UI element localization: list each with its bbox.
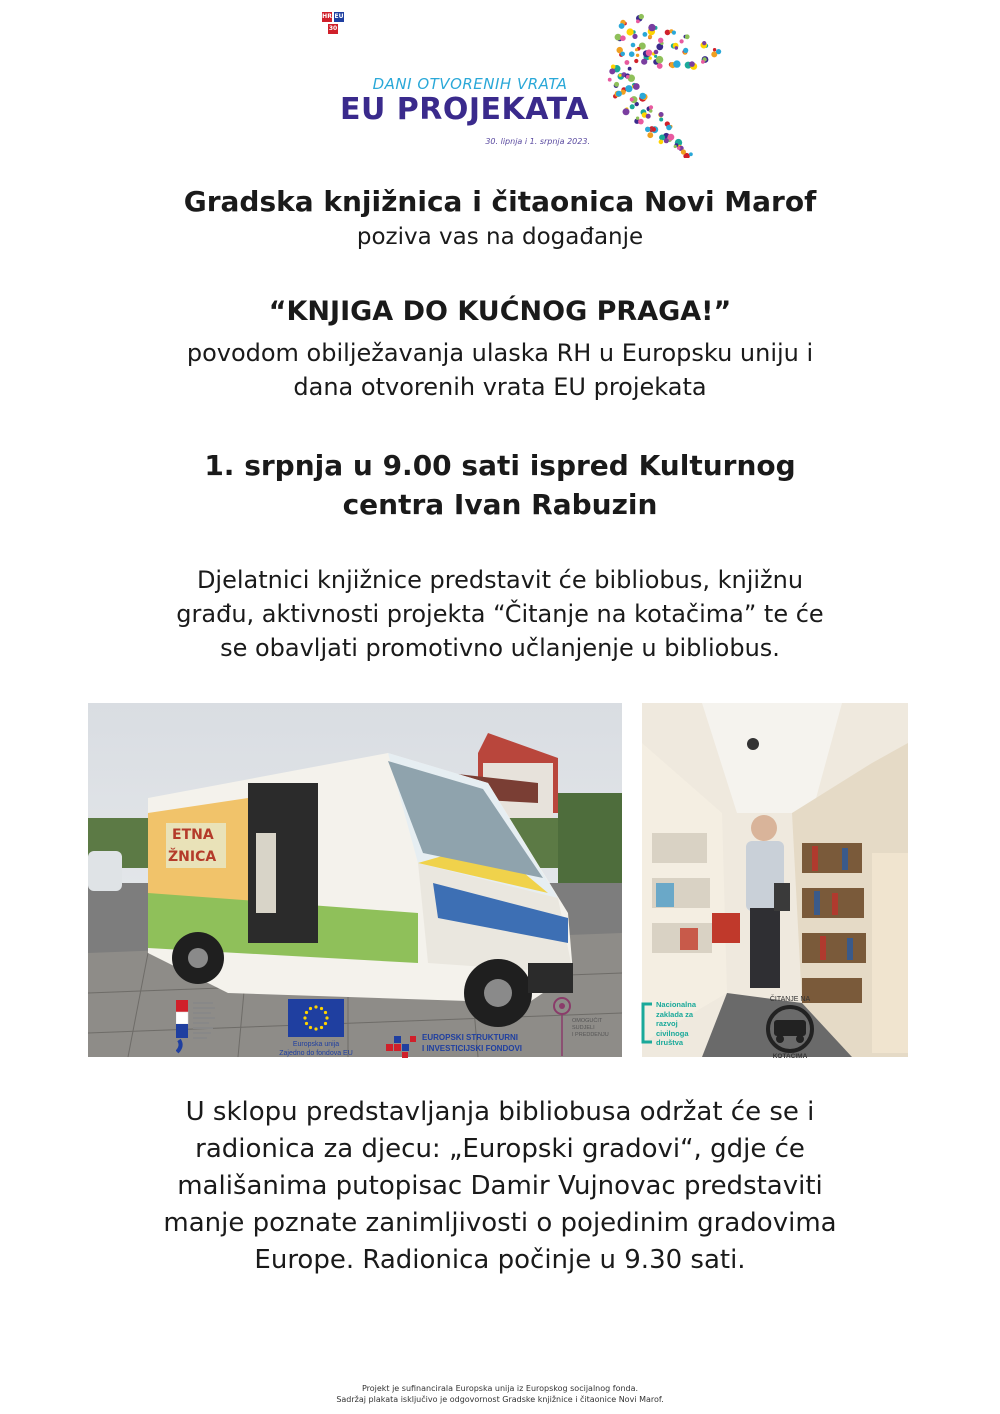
- disclaimer-line: Projekt je sufinancirala Europska unija iz Europskog socijalnog fonda.: [361, 1384, 639, 1393]
- event-occasion-line-1: povodom obilježavanja ulaska RH u Europsku uniju i: [186, 339, 814, 367]
- map-dot: [636, 54, 639, 57]
- map-dot: [649, 56, 652, 59]
- map-dot: [635, 48, 638, 51]
- map-dot: [675, 46, 679, 50]
- map-dot: [643, 32, 648, 37]
- event-when-line-1: 1. srpnja u 9.00 sati ispred Kulturnog: [204, 449, 796, 482]
- map-dot: [608, 78, 612, 82]
- event-description: [0, 563, 1000, 665]
- kotacima-label: KOTAČIMA: [772, 1053, 808, 1060]
- workshop-line: U sklopu predstavljanja bibliobusa održat će se i: [185, 1097, 815, 1127]
- map-dot: [646, 50, 653, 57]
- eu-star: [303, 1016, 306, 1019]
- bus-wheel-icon: [758, 1005, 822, 1053]
- map-dot: [620, 52, 625, 57]
- organizer-name: Gradska knjižnica i čitaonica Novi Marof: [183, 185, 817, 218]
- workshop-line: manje poznate zanimljivosti o pojedinim gradovima: [163, 1208, 837, 1238]
- croatia-map-icon: [555, 8, 725, 158]
- map-dot: [646, 114, 651, 119]
- map-dot: [649, 109, 653, 113]
- map-dot: [625, 85, 632, 92]
- map-dot: [626, 75, 630, 79]
- ngo-logo: [548, 996, 618, 1062]
- workshop-line: radionica za djecu: „Europski gradovi“, gdje će: [195, 1134, 805, 1164]
- national-foundation-logo: [640, 996, 730, 1056]
- workshop-line: mališanima putopisac Damir Vujnovac predstaviti: [177, 1171, 823, 1201]
- eu-star: [320, 1007, 323, 1010]
- map-dot: [672, 31, 676, 35]
- citanje-na-kotacima-logo: [754, 996, 826, 1068]
- logo-title: EU PROJEKATA: [340, 92, 590, 127]
- map-dot: [639, 93, 646, 100]
- disclaimer-line: Sadržaj plakata isključivo je odgovornost Gradske knjižnice i čitaonice Novi Marof.: [336, 1395, 664, 1404]
- map-dot: [629, 51, 635, 57]
- eu-star: [325, 1016, 328, 1019]
- map-dot: [659, 118, 663, 122]
- map-dot: [716, 49, 721, 54]
- map-dot: [702, 41, 706, 45]
- eu-star: [314, 1005, 317, 1008]
- map-dot: [614, 82, 619, 87]
- map-dot: [636, 117, 639, 120]
- map-dot: [630, 98, 634, 102]
- map-dot: [713, 48, 716, 51]
- eu-star: [305, 1011, 308, 1014]
- description-line: Djelatnici knjižnice predstavit će bibliobus, knjižnu: [196, 566, 804, 594]
- map-dot: [648, 35, 652, 39]
- van-text-1: ETNA: [172, 827, 214, 843]
- map-dot: [631, 43, 636, 48]
- map-dot: [641, 59, 647, 65]
- eu-star: [320, 1026, 323, 1029]
- map-dot: [659, 112, 664, 117]
- croatian-government-logo: [176, 1000, 236, 1060]
- eu-flag-logo: [276, 999, 356, 1058]
- map-dot: [689, 61, 695, 67]
- map-dot: [664, 138, 669, 143]
- map-dot: [611, 65, 616, 70]
- workshop-line: Europe. Radionica počinje u 9.30 sati.: [254, 1245, 746, 1275]
- map-dot: [638, 119, 644, 125]
- eu-flag-caption: Europska unija Zajedno do fondova EU: [279, 1041, 353, 1057]
- map-dot: [677, 146, 680, 149]
- map-dot: [651, 127, 656, 132]
- eu-star: [324, 1022, 327, 1025]
- map-dot: [689, 152, 693, 156]
- map-dot: [609, 68, 615, 74]
- map-dot: [658, 38, 663, 43]
- map-dot: [620, 35, 626, 41]
- event-when-line-2: centra Ivan Rabuzin: [342, 488, 658, 521]
- map-dot: [633, 83, 640, 90]
- badge-eu: EU: [334, 13, 344, 20]
- map-dot: [645, 127, 650, 132]
- map-dot: [625, 60, 630, 65]
- map-dot: [619, 23, 625, 29]
- map-dot: [668, 134, 675, 141]
- description-line: građu, aktivnosti projekta “Čitanje na kotačima” te će: [176, 600, 824, 628]
- event-title: “KNJIGA DO KUĆNOG PRAGA!”: [268, 296, 732, 327]
- map-dot: [666, 125, 672, 131]
- map-dot: [632, 34, 637, 39]
- map-dot: [674, 145, 677, 148]
- map-dot: [673, 60, 680, 67]
- badge-hr: HR: [322, 13, 332, 20]
- map-dot: [619, 74, 622, 77]
- map-dot: [649, 105, 653, 109]
- map-dot: [623, 108, 630, 115]
- map-dot: [683, 48, 688, 53]
- map-dot: [627, 28, 634, 35]
- map-dot: [616, 91, 622, 97]
- map-dot: [665, 30, 671, 36]
- funding-disclaimer: [0, 1383, 1000, 1405]
- map-dot: [648, 24, 655, 31]
- open-days-badge: [322, 12, 372, 42]
- description-line: se obavljati promotivno učlanjenje u bibliobus.: [220, 634, 780, 662]
- map-dot: [634, 59, 638, 63]
- map-dot: [636, 20, 640, 24]
- map-dot: [628, 67, 632, 71]
- logo-date: 30. lipnja i 1. srpnja 2023.: [485, 137, 590, 146]
- eu-star: [324, 1011, 327, 1014]
- bracket-icon: [640, 1002, 656, 1044]
- map-dot: [647, 132, 653, 138]
- national-foundation-text: Nacionalna zaklada za razvoj civilnoga društva: [656, 1000, 697, 1047]
- workshop-description: [0, 1094, 1000, 1279]
- map-dot: [681, 149, 686, 154]
- map-dot: [657, 63, 663, 69]
- logo-subtitle: DANI OTVORENIH VRATA: [372, 75, 568, 93]
- eu-star: [309, 1026, 312, 1029]
- map-dot: [685, 34, 690, 39]
- esif-text: EUROPSKI STRUKTURNI I INVESTICIJSKI FONDOVI: [422, 1033, 523, 1053]
- badge-30: 30: [328, 25, 338, 32]
- map-dot: [630, 104, 635, 109]
- event-occasion-line-2: dana otvorenih vrata EU projekata: [293, 373, 707, 401]
- esif-icon: [386, 1032, 420, 1058]
- eu-star: [305, 1022, 308, 1025]
- van-text-2: ŽNICA: [168, 849, 217, 865]
- eu-star: [314, 1027, 317, 1030]
- eu-star: [309, 1007, 312, 1010]
- ngo-text: OMOGUĆIT SUDJELI I PREDDENJU: [572, 1018, 609, 1038]
- eu-flag-icon: [288, 999, 344, 1037]
- map-dot: [701, 60, 705, 64]
- map-dot: [659, 140, 664, 145]
- map-dot: [680, 39, 684, 43]
- map-dot: [654, 50, 659, 55]
- invite-line: poziva vas na događanje: [356, 224, 644, 250]
- citanje-label: ČITANJE NA: [769, 996, 811, 1003]
- esif-logo: [386, 1030, 536, 1060]
- map-dot: [639, 14, 644, 19]
